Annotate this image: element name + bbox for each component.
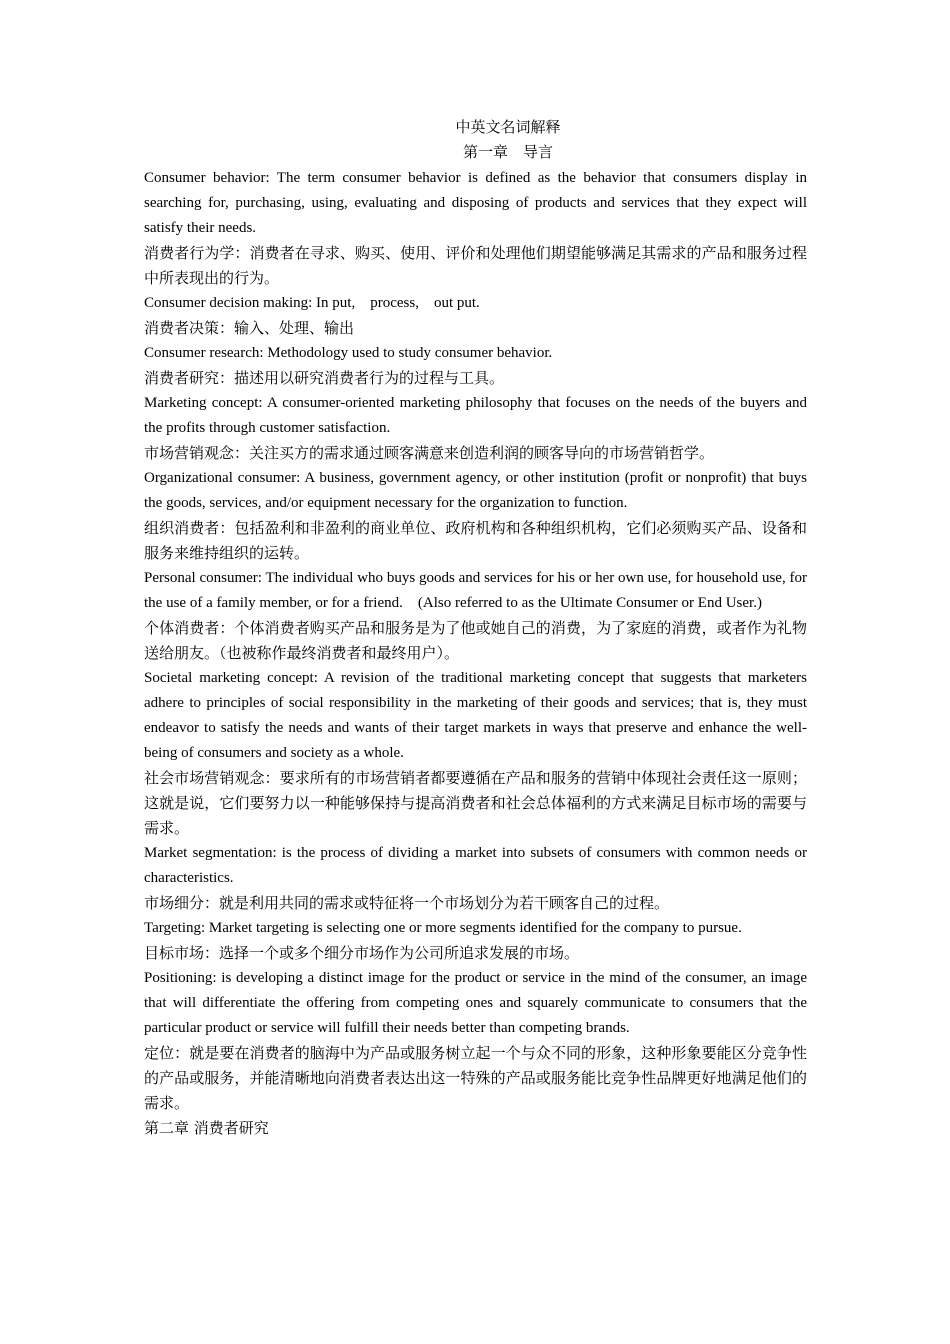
term-definition-zh: 目标市场：选择一个或多个细分市场作为公司所追求发展的市场。 [144,944,580,962]
term-definition-en: Positioning: is developing a distinct image for the product or service in the mind of the consumer, an image that will differentiate the offering from competing ones and squarely communicate to consumers that the particular product or service will fulfill their needs better than competing brands. [144,970,807,1036]
term-definition-zh: 市场细分：就是利用共同的需求或特征将一个市场划分为若干顾客自己的过程。 [144,894,670,912]
term-definition-zh: 个体消费者：个体消费者购买产品和服务是为了他或她自己的消费，为了家庭的消费，或者作为礼物送给朋友。（也被称作最终消费者和最终用户）。 [144,619,807,662]
term-definition-en: Marketing concept: A consumer-oriented marketing philosophy that focuses on the needs of the buyers and the profits through customer satisfaction. [144,395,807,436]
chapter-heading: 第一章 导言 [462,145,553,161]
term-definition-zh: 定位：就是要在消费者的脑海中为产品或服务树立起一个与众不同的形象，这种形象要能区分竞争性的产品或服务，并能清晰地向消费者表达出这一特殊的产品或服务能比竞争性品牌更好地满足他们的需求。 [144,1044,807,1112]
term-definition-en: Consumer behavior: The term consumer behavior is defined as the behavior that consumers display in searching for, purchasing, using, evaluating and disposing of products and services that they expect will satisfy their needs. [144,170,807,236]
term-definition-en: Targeting: Market targeting is selecting one or more segments identified for the company to pursue. [144,920,742,936]
term-definition-zh: 消费者研究：描述用以研究消费者行为的过程与工具。 [144,369,505,387]
term-definition-en: Consumer decision making: In put, process, out put. [144,295,480,311]
term-definition-en: Market segmentation: is the process of dividing a market into subsets of consumers with common needs or characteristics. [144,845,807,886]
term-definition-en: Consumer research: Methodology used to study consumer behavior. [144,345,553,361]
term-definition-zh: 消费者行为学：消费者在寻求、购买、使用、评价和处理他们期望能够满足其需求的产品和服务过程中所表现出的行为。 [144,244,807,287]
term-definition-en: Personal consumer: The individual who buys goods and services for his or her own use, for household use, for the use of a family member, or for a friend. (Also referred to as the Ultimate Consumer or End User.) [144,570,807,611]
term-definition-en: Societal marketing concept: A revision of the traditional marketing concept that suggests that marketers adhere to principles of social responsibility in the marketing of their goods and services; that is, they must endeavor to satisfy the needs and wants of their target markets in ways that preserve and enhance the well-being of consumers and society as a whole. [144,670,807,761]
chapter-heading-2: 第二章 消费者研究 [144,1119,269,1137]
term-definition-zh: 市场营销观念：关注买方的需求通过顾客满意来创造利润的顾客导向的市场营销哲学。 [144,444,715,462]
document-title: 中英文名词解释 [455,120,561,136]
term-definition-en: Organizational consumer: A business, government agency, or other institution (profit or nonprofit) that buys the goods, services, and/or equipment necessary for the organization to function. [144,470,807,511]
document-page [144,116,807,1141]
term-definition-zh: 社会市场营销观念：要求所有的市场营销者都要遵循在产品和服务的营销中体现社会责任这一原则；这就是说，它们要努力以一种能够保持与提高消费者和社会总体福利的方式来满足目标市场的需要与需求。 [144,769,807,837]
term-definition-zh: 消费者决策：输入、处理、输出 [144,319,355,337]
term-definition-zh: 组织消费者：包括盈利和非盈利的商业单位、政府机构和各种组织机构，它们必须购买产品、设备和服务来维持组织的运转。 [144,519,807,562]
